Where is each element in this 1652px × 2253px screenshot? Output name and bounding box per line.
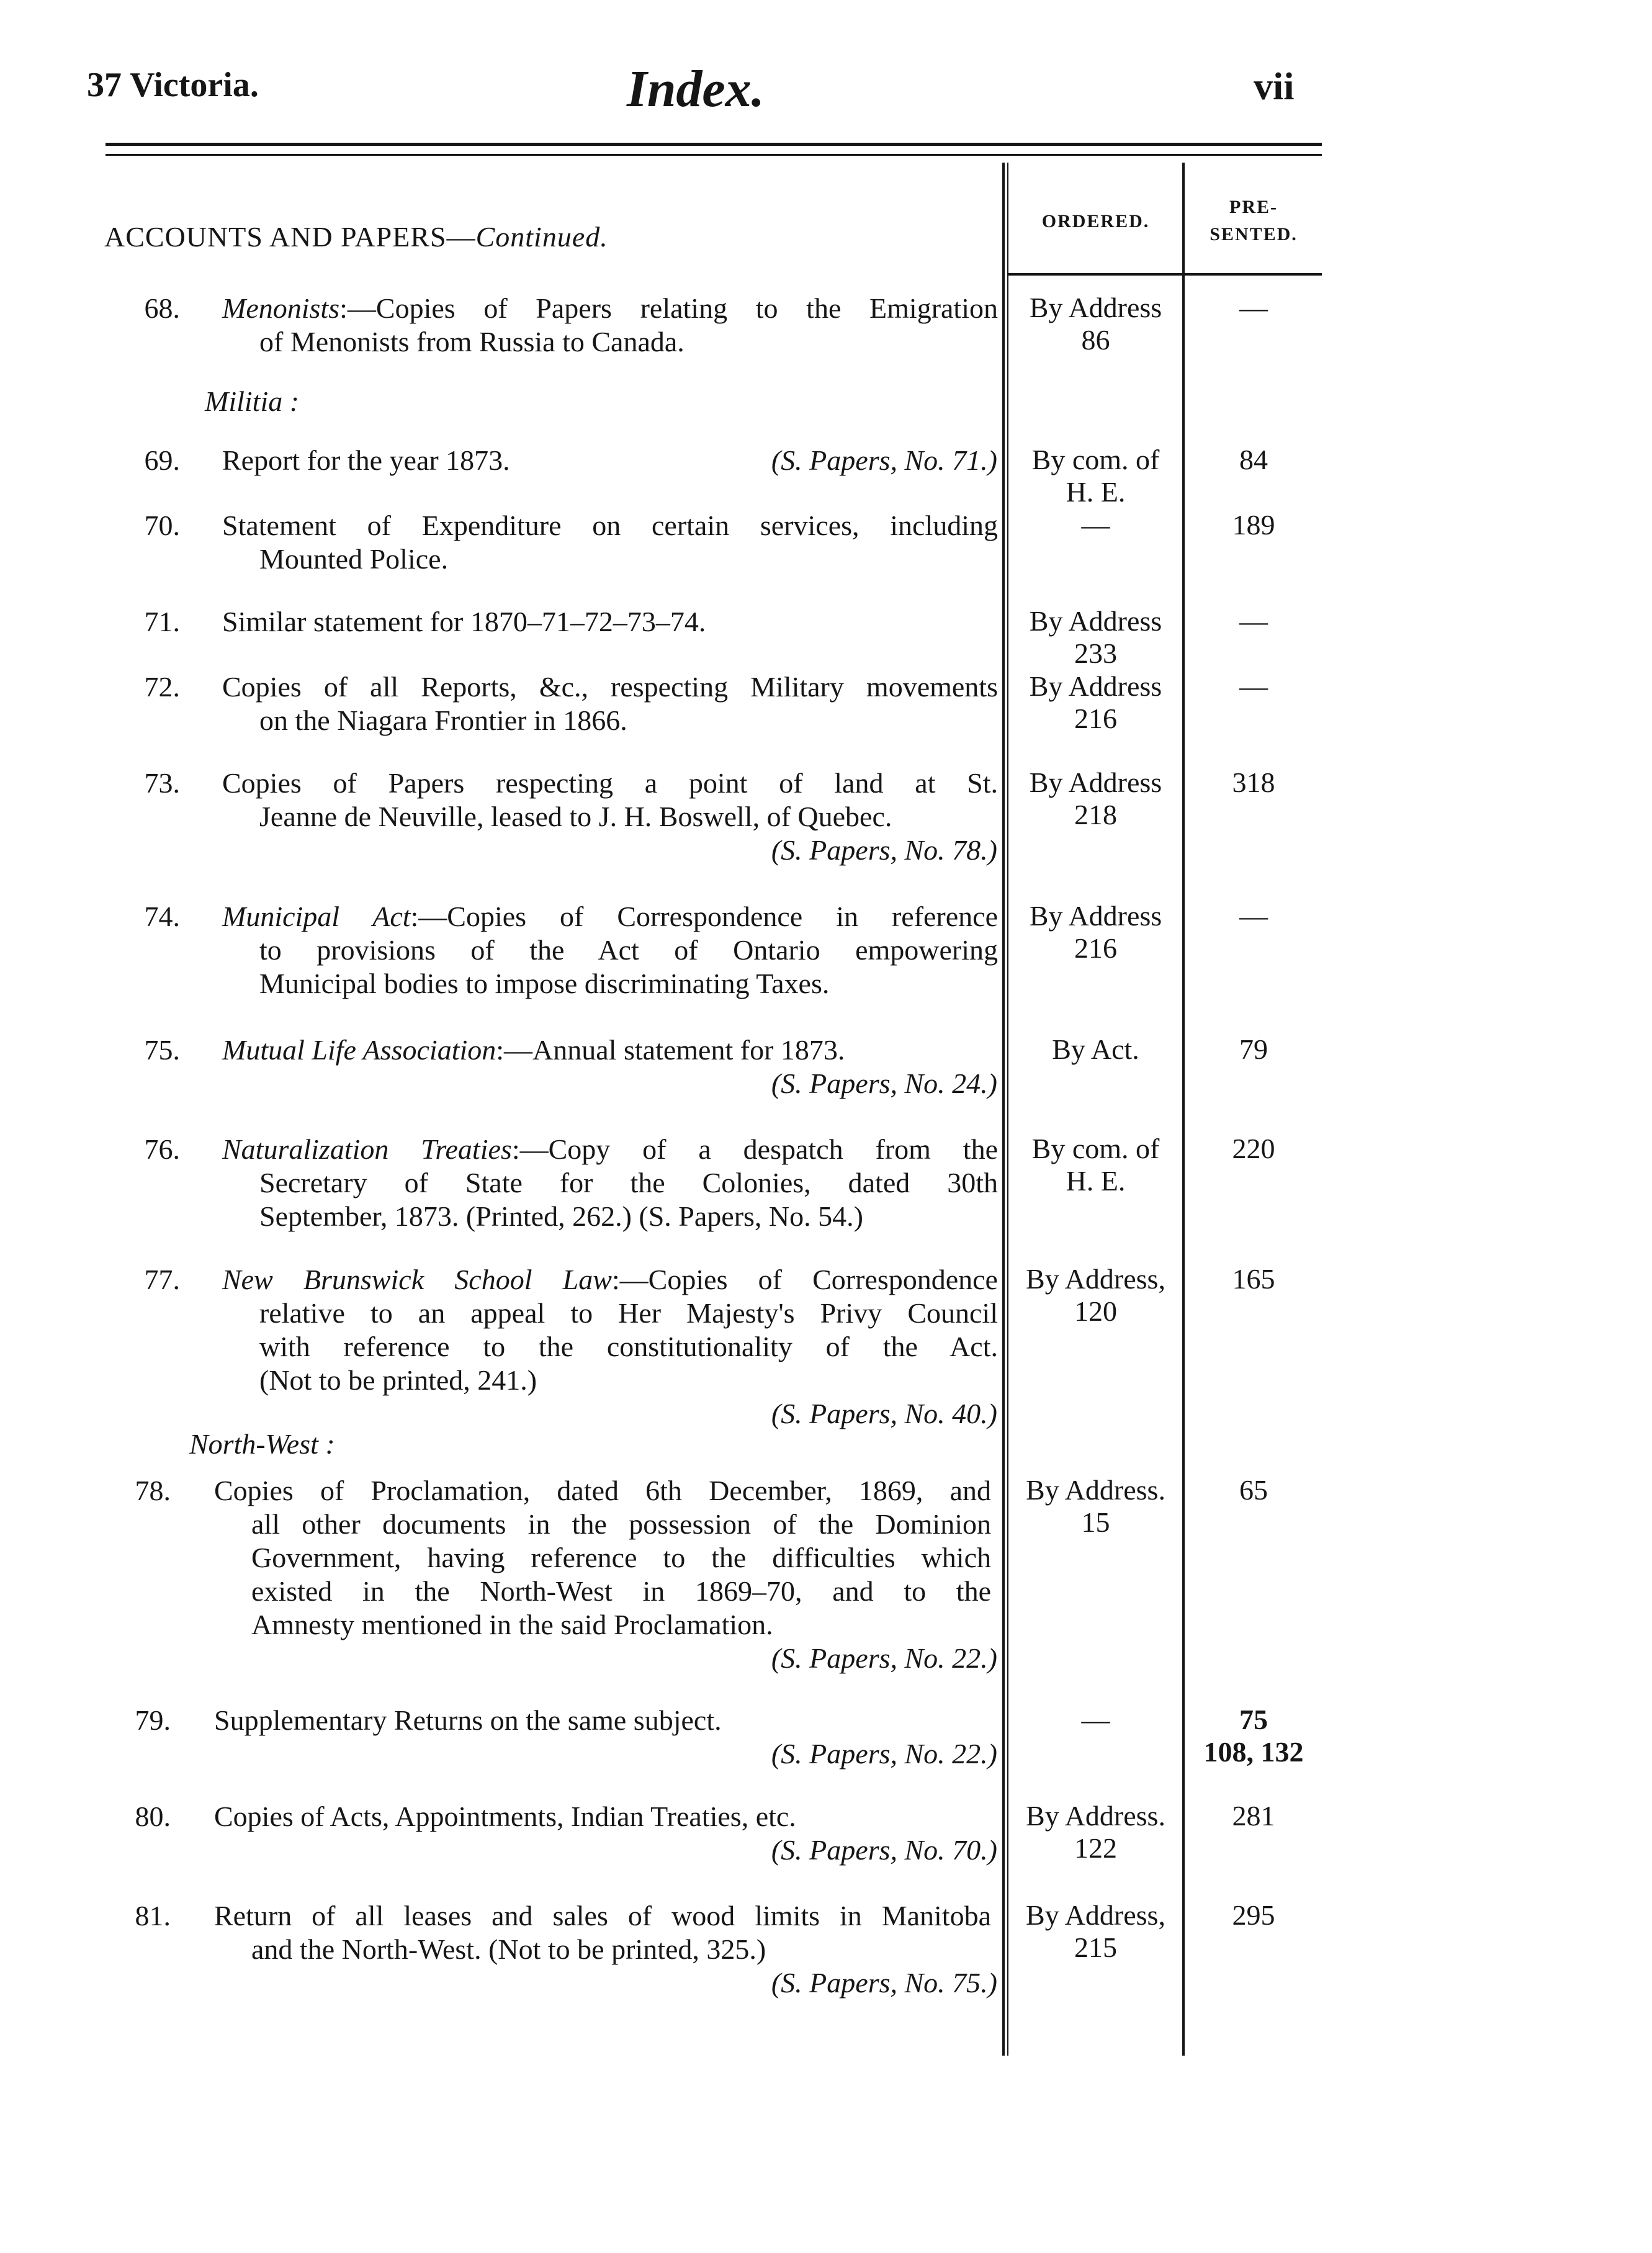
entry-text-line: [259, 1364, 998, 1397]
entry-description: :—Copy of a despatch from the: [511, 1133, 998, 1165]
ordered-value: By Address: [1029, 767, 1162, 798]
ordered-value: 218: [1074, 799, 1117, 830]
ordered-value: By com. of: [1031, 444, 1160, 475]
entry-description: on the Niagara Frontier in 1866.: [259, 704, 627, 736]
ordered-value: By Address: [1029, 900, 1162, 932]
ordered-value: By Address: [1029, 292, 1162, 323]
presented-value: —: [1239, 292, 1268, 323]
ordered-value: By Address,: [1026, 1899, 1165, 1931]
column-heading-presented: [1185, 194, 1322, 248]
entry-text-line: [251, 1608, 991, 1642]
entry-description: Municipal bodies to impose discriminating Taxes.: [259, 968, 830, 999]
entry-description: Return of all leases and sales of wood limits in Manitoba: [214, 1900, 991, 1931]
ordered-value: 15: [1081, 1506, 1110, 1538]
entry-description: Jeanne de Neuville, leased to J. H. Boswell, of Quebec.: [259, 801, 892, 832]
presented-value: 189: [1232, 509, 1275, 541]
entry-number: 72.: [144, 671, 180, 703]
entry-description: and the North-West. (Not to be printed, 325.): [251, 1933, 766, 1965]
entry-description: Government, having reference to the difficulties which: [251, 1542, 991, 1573]
entry-description: :—Copies of Correspondence: [611, 1264, 998, 1295]
entry-description: of Menonists from Russia to Canada.: [259, 326, 685, 358]
entry-description: existed in the North-West in 1869–70, and to the: [251, 1575, 991, 1607]
entry-description: Secretary of State for the Colonies, dated 30th: [259, 1167, 998, 1198]
section-title: [104, 220, 608, 253]
header-rule-thick: [105, 143, 1322, 146]
entry-description: :—Copies of Correspondence in reference: [410, 901, 998, 932]
entry-text-line: [259, 967, 998, 1001]
ordered-value: H. E.: [1066, 1165, 1126, 1197]
entry-description: Copies of Proclamation, dated 6th December, 1869, and: [214, 1475, 991, 1506]
presented-value: 318: [1232, 767, 1275, 798]
entry-text-line: [259, 1297, 998, 1330]
entry-description: :—Annual statement for 1873.: [496, 1034, 845, 1066]
subhead-north-west: North-West :: [189, 1428, 335, 1460]
presented-value: 165: [1232, 1263, 1275, 1295]
sessional-paper-ref: (S. Papers, No. 22.): [771, 1642, 997, 1674]
entry-description: Statement of Expenditure on certain services, including: [222, 510, 998, 541]
entry-number: 74.: [144, 901, 180, 932]
presented-value: 220: [1232, 1133, 1275, 1164]
ordered-value: By Address,: [1026, 1263, 1165, 1295]
entry-description: relative to an appeal to Her Majesty's Privy Council: [259, 1297, 998, 1329]
presented-value: 65: [1239, 1474, 1268, 1506]
entry-text-line: [259, 325, 998, 359]
column-heading-ordered: ORDERED.: [1041, 211, 1150, 232]
entry-description: September, 1873. (Printed, 262.) (S. Papers, No. 54.): [259, 1200, 863, 1232]
entry-description: Supplementary Returns on the same subject.: [214, 1704, 722, 1736]
sessional-paper-ref: (S. Papers, No. 40.): [771, 1398, 997, 1429]
ordered-value: By com. of: [1031, 1133, 1160, 1164]
entry-text-line: [214, 1474, 991, 1508]
sessional-paper-ref: (S. Papers, No. 75.): [771, 1967, 997, 1999]
sessional-paper-ref: (S. Papers, No. 24.): [771, 1068, 997, 1099]
header-page-number: vii: [1254, 66, 1295, 108]
entry-description: Similar statement for 1870–71–72–73–74.: [222, 606, 706, 637]
ordered-value: By Address: [1029, 605, 1162, 637]
entry-text-line: [222, 767, 998, 800]
entry-text-line: [222, 292, 998, 325]
entry-text-line: [222, 670, 998, 704]
ordered-value: By Act.: [1052, 1033, 1139, 1065]
entry-text-line: [259, 1166, 998, 1200]
entry-number: 75.: [144, 1034, 180, 1066]
presented-value: 281: [1232, 1800, 1275, 1832]
entry-description: all other documents in the possession of the Dominion: [251, 1508, 991, 1540]
presented-value: 75: [1239, 1704, 1268, 1735]
entry-description: Report for the year 1873.: [222, 444, 510, 476]
entry-text-line: [259, 800, 998, 834]
sessional-paper-ref: (S. Papers, No. 22.): [771, 1738, 997, 1770]
entry-number: 68.: [144, 292, 180, 324]
ordered-value: —: [1081, 509, 1110, 541]
ordered-value: —: [1081, 1704, 1110, 1735]
column-rule-left: [1002, 163, 1005, 2056]
presented-value: —: [1239, 900, 1268, 932]
ordered-value: 233: [1074, 637, 1117, 669]
header-rule-thin: [105, 154, 1322, 156]
entry-text-line: [251, 1575, 991, 1608]
entry-text-line: [259, 1200, 998, 1233]
ordered-value: H. E.: [1066, 476, 1126, 508]
ordered-value: 122: [1074, 1832, 1117, 1864]
entry-text-line: [259, 1330, 998, 1364]
entry-text-line: [259, 933, 998, 967]
sessional-paper-ref: (S. Papers, No. 71.): [771, 444, 997, 476]
entry-description: :—Copies of Papers relating to the Emigration: [339, 292, 998, 324]
column-heading-presented-line1: PRE-: [1229, 197, 1278, 217]
entry-text-line: [222, 1033, 998, 1067]
entry-description: Copies of Papers respecting a point of land at St.: [222, 767, 998, 799]
entry-text-line: [222, 605, 998, 639]
sessional-paper-ref: (S. Papers, No. 70.): [771, 1834, 997, 1866]
ordered-value: 86: [1081, 324, 1110, 356]
entry-description: Copies of Acts, Appointments, Indian Treaties, etc.: [214, 1801, 796, 1832]
entry-text-line: [222, 1263, 998, 1297]
entry-text-line: [222, 900, 998, 933]
presented-value: 295: [1232, 1899, 1275, 1931]
entry-number: 79.: [135, 1704, 171, 1736]
running-head: [0, 59, 1652, 127]
entry-number: 69.: [144, 444, 180, 476]
entry-text-line: [222, 509, 998, 542]
entry-text-line: [251, 1541, 991, 1575]
entry-number: 76.: [144, 1133, 180, 1165]
entry-number: 80.: [135, 1801, 171, 1832]
entry-description: to provisions of the Act of Ontario empowering: [259, 934, 998, 966]
ordered-value: 120: [1074, 1295, 1117, 1327]
entry-text-line: [251, 1508, 991, 1541]
entry-description: with reference to the constitutionality of the Act.: [259, 1331, 998, 1362]
subhead-militia: Militia :: [205, 385, 300, 417]
ordered-value: 216: [1074, 932, 1117, 964]
entry-text-line: [214, 1899, 991, 1933]
entry-number: 78.: [135, 1475, 171, 1506]
column-rule-left-inner: [1007, 163, 1008, 2056]
entry-description: Copies of all Reports, &c., respecting Military movements: [222, 671, 998, 703]
entry-text-line: [259, 704, 998, 737]
entry-text-line: [251, 1933, 991, 1966]
entry-description: (Not to be printed, 241.): [259, 1364, 537, 1396]
entry-subject: Mutual Life Association: [222, 1034, 496, 1066]
entry-number: 70.: [144, 510, 180, 541]
entry-text-line: [214, 1704, 991, 1737]
entry-text-line: [214, 1800, 991, 1833]
entry-number: 77.: [144, 1264, 180, 1295]
entry-subject: Naturalization Treaties: [222, 1133, 512, 1165]
ordered-value: 216: [1074, 703, 1117, 734]
entry-text-line: [222, 1133, 998, 1166]
entry-description: Amnesty mentioned in the said Proclamation.: [251, 1609, 773, 1640]
ordered-value: By Address.: [1026, 1474, 1165, 1506]
ordered-value: 215: [1074, 1931, 1117, 1963]
entry-subject: New Brunswick School Law: [222, 1264, 612, 1295]
entry-number: 71.: [144, 606, 180, 637]
entry-text-line: [259, 542, 998, 576]
section-title-main: ACCOUNTS AND PAPERS—: [104, 221, 476, 253]
entry-number: 81.: [135, 1900, 171, 1931]
presented-value: 79: [1239, 1033, 1268, 1065]
ordered-value: By Address.: [1026, 1800, 1165, 1832]
presented-value: —: [1239, 670, 1268, 702]
entry-subject: Menonists: [222, 292, 340, 324]
entry-description: Mounted Police.: [259, 543, 449, 575]
ordered-value: By Address: [1029, 670, 1162, 702]
entry-number: 73.: [144, 767, 180, 799]
column-heading-presented-line2: SENTED.: [1210, 224, 1298, 245]
column-header-rule: [1008, 273, 1322, 276]
presented-value: 84: [1239, 444, 1268, 475]
sessional-paper-ref: (S. Papers, No. 78.): [771, 834, 997, 866]
column-rule-right: [1182, 163, 1185, 2056]
header-title: Index.: [627, 60, 765, 118]
presented-value: 108, 132: [1203, 1736, 1304, 1768]
entry-subject: Municipal Act: [222, 901, 411, 932]
presented-value: —: [1239, 605, 1268, 637]
section-title-continued: Continued.: [475, 221, 608, 253]
header-volume: 37 Victoria.: [87, 66, 259, 104]
